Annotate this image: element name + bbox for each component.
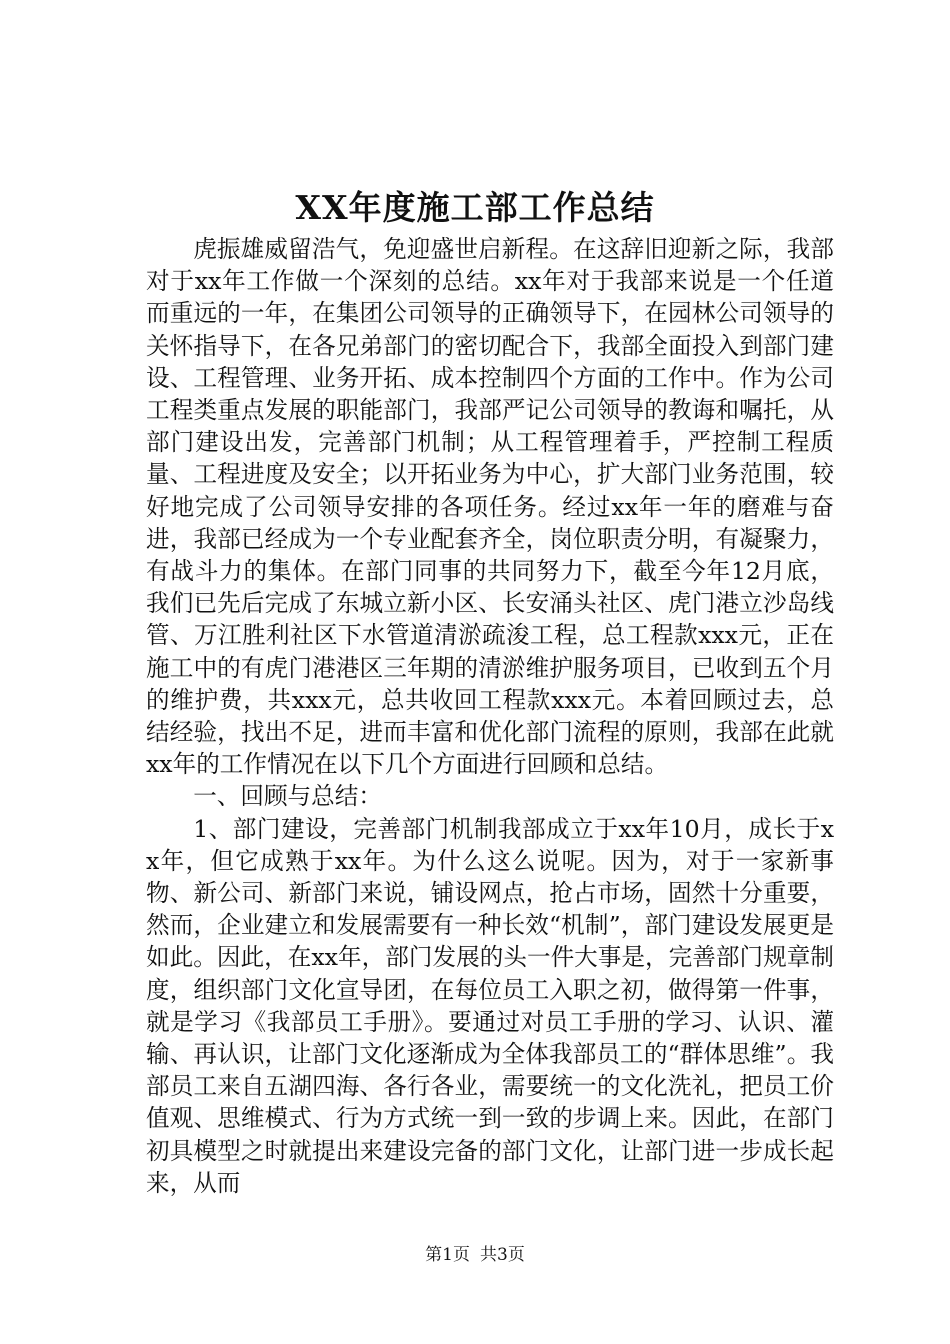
page-total: 共3页 [480, 1245, 525, 1265]
section-heading-review: 一、回顾与总结： [193, 782, 382, 811]
department-building-paragraph: 1、部门建设，完善部门机制我部成立于xx年10月，成长于xx年，但它成熟于xx年。为什么这么说呢。因为，对于一家新事物、新公司、新部门来说，铺设网点，抢占市场，固然十分重要，然而，企业建立和发展需要有一种长效“机制”，部门建设发展更是如此。因此，在xx年，部门发展的头一件大事是，完善部门规章制度，组织部门文化宣导团，在每位员工入职之初，做得第一件事，就是学习《我部员工手册》。要通过对员工手册的学习、认识、灌输、再认识，让部门文化逐渐成为全体我部员工的“群体思维”。我部员工来自五湖四海、各行各业，需要统一的文化洗礼，把员工价值观、思维模式、行为方式统一到一致的步调上来。因此，在部门初具模型之时就提出来建设完备的部门文化，让部门进一步成长起来，从而 [146, 814, 834, 1197]
document-body [146, 233, 834, 1199]
intro-paragraph: 虎振雄威留浩气，免迎盛世启新程。在这辞旧迎新之际，我部对于xx年工作做一个深刻的总结。xx年对于我部来说是一个任道而重远的一年，在集团公司领导的正确领导下，在园林公司领导的关怀指导下，在各兄弟部门的密切配合下，我部全面投入到部门建设、工程管理、业务开拓、成本控制四个方面的工作中。作为公司工程类重点发展的职能部门，我部严记公司领导的教诲和嘱托，从部门建设出发，完善部门机制；从工程管理着手，严控制工程质量、工程进度及安全；以开拓业务为中心，扩大部门业务范围，较好地完成了公司领导安排的各项任务。经过xx年一年的磨难与奋进，我部已经成为一个专业配套齐全，岗位职责分明，有凝聚力，有战斗力的集体。在部门同事的共同努力下，截至今年12月底，我们已先后完成了东城立新小区、长安涌头社区、虎门港立沙岛线管、万江胜利社区下水管道清淤疏浚工程，总工程款xxx元，正在施工中的有虎门港港区三年期的清淤维护服务项目，已收到五个月的维护费，共xxx元，总共收回工程款xxx元。本着回顾过去，总结经验，找出不足，进而丰富和优化部门流程的原则，我部在此就xx年的工作情况在以下几个方面进行回顾和总结。 [146, 235, 834, 779]
document-title: XX年度施工部工作总结 [295, 188, 655, 227]
page-footer [0, 1243, 950, 1267]
page-number: 第1页 [425, 1245, 470, 1265]
